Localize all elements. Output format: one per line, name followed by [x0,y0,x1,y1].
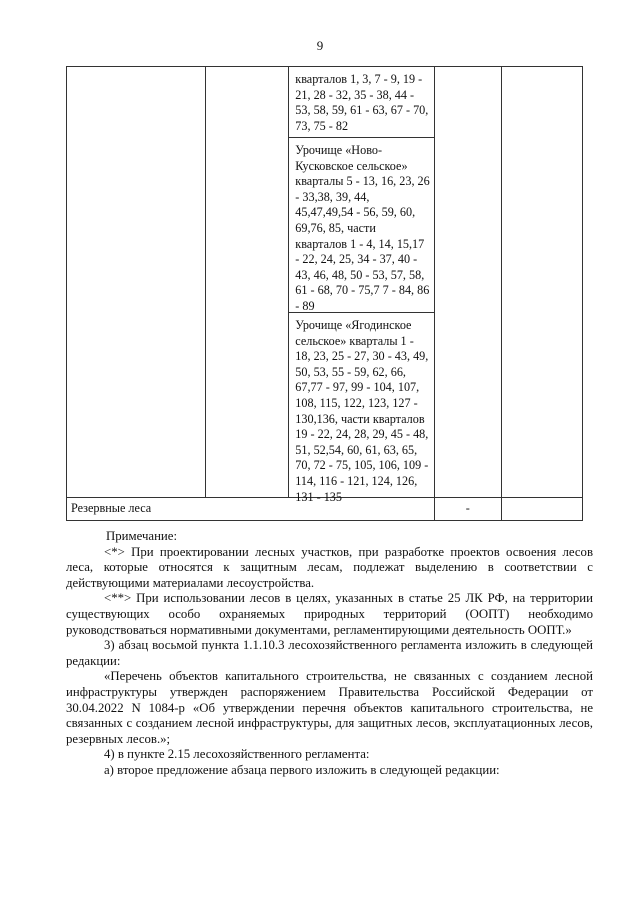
notes-title: Примечание: [106,529,177,543]
table-cell-empty [501,498,583,521]
notes-section [66,529,593,779]
table-cell-empty [205,67,288,498]
item-4: 4) в пункте 2.15 лесохозяйственного регламента: [104,747,370,762]
reserve-value-cell [435,498,501,521]
item-4a: а) второе предложение абзаца первого изложить в следующей редакции: [104,762,500,777]
location-subcell: Урочище «Ягодинское сельское» кварталы 1 - 18, 23, 25 - 27, 30 - 43, 49, 50, 53, 55 - 59, 62, 66, 67,77 - 97, 99 - 104, 107, 108, 115, 122, 123, 127 - 130,136, части кварталов 19 - 22, 24, 28, 29, 45 - 48, 51, 52,54, 60, 61, 63, 65, 70, 72 - 75, 105, 106, 109 - 114, 116 - 121, 124, 126, 131 - 135 [295,318,429,504]
location-subcell: Урочище «Ново-Кусковское сельское» кварталы 5 - 13, 16, 23, 26 - 33,38, 39, 44, 45,47,49,54 - 56, 59, 60, 69,76, 85, части кварталов 1 - 4, 14, 15,17 - 22, 24, 25, 34 - 37, 40 - 43, 46, 48, 50 - 53, 57, 58, 61 - 68, 70 - 75,7 7 - 84, 86 - 89 [289,138,434,313]
note-1: <*> При проектировании лесных участков, при разработке проектов освоения лесов леса, которые относятся к защитным лесам, подлежат выделению в соответствии с действующими материалами лесоустройства. [66,544,593,590]
page-number: 9 [316,38,324,53]
table-cell-locations [289,67,435,504]
item-3: 3) абзац восьмой пункта 1.1.10.3 лесохозяйственного регламента изложить в следующей редакции: [66,638,593,668]
table-cell-empty [501,67,583,498]
reserve-label: Резервные леса [71,501,152,515]
note-2: <**> При использовании лесов в целях, указанных в статье 25 ЛК РФ, на территории существующих особо охраняемых природных территорий (ООПТ) необходимо руководствоваться нормативными документами, регламентирующими деятельность ООПТ.» [66,591,593,637]
reserve-label-cell [67,498,435,521]
table-cell-empty [435,67,501,498]
quote-paragraph: «Перечень объектов капитального строительства, не связанных с созданием лесной инфраструктуры утвержден распоряжением Правительства Российской Федерации от 30.04.2022 N 1084-р «Об утверждении перечня объектов капитального строительства, не связанных с созданием лесной инфраструктуры, для защитных лесов, эксплуатационных лесов, резервных лесов.»; [66,669,593,746]
table-cell-empty [67,67,206,498]
reserve-value: - [465,501,470,515]
location-subcell: кварталов 1, 3, 7 - 9, 19 - 21, 28 - 32, 35 - 38, 44 - 53, 58, 59, 61 - 63, 67 - 70, 73, 75 - 82 [289,67,434,138]
table-row [67,67,583,498]
forest-table [66,66,583,521]
